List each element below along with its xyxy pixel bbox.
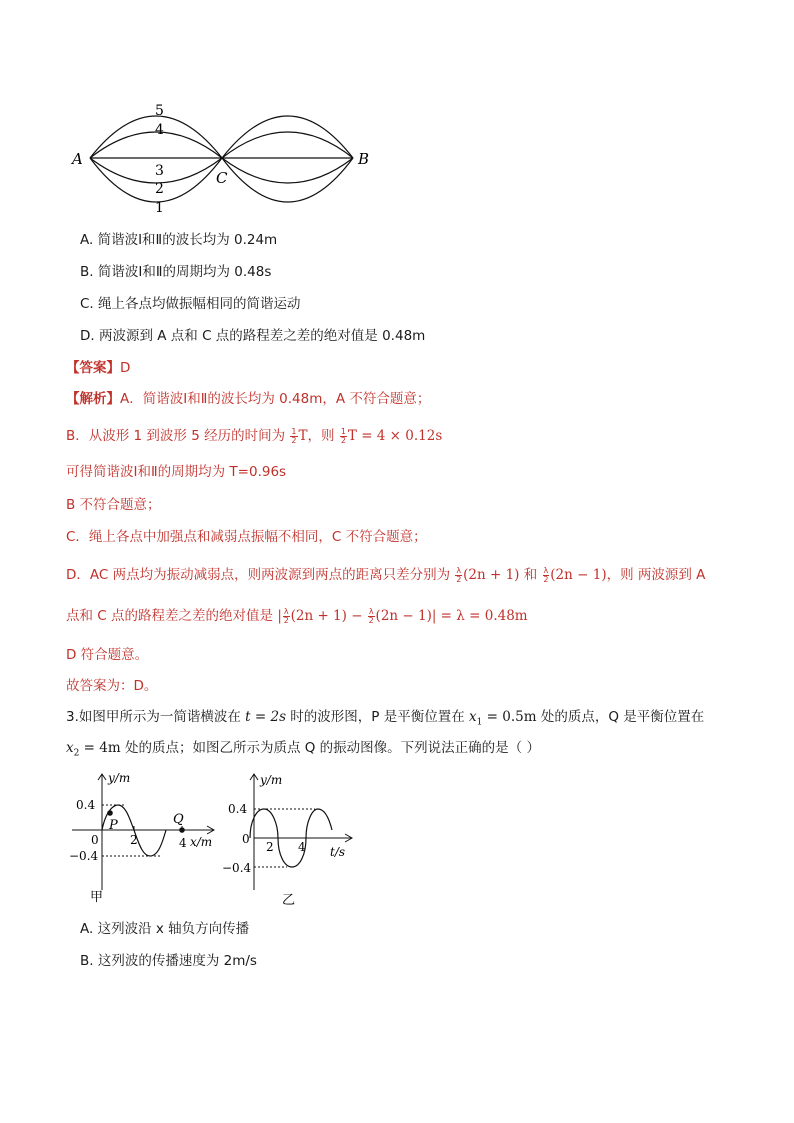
analysis-line-4: B 不符合题意；: [66, 497, 161, 513]
analysis-line-3: 可得简谐波Ⅰ和Ⅱ的周期均为 T=0.96s: [66, 464, 287, 480]
x-tick-4: 4: [179, 836, 187, 850]
vibration-graph-yi: [222, 768, 362, 910]
waveform-4: [90, 132, 353, 158]
fraction-lambda-half: $\frac{\lambda}{2}$: [368, 606, 374, 625]
analysis-line-6: D．AC 两点均为振动减弱点，则两波源到两点的距离只差分别为 $\frac{\lambda}{2}$ (2n + 1) 和 $\frac{\lambda}{2}$ (2n − 1)，则 两波源到 A: [66, 565, 706, 584]
point-c-label: C: [216, 169, 228, 187]
curve-2-label: 2: [155, 181, 164, 197]
analysis-line-1: 【解析】A．简谐波Ⅰ和Ⅱ的波长均为 0.48m，A 不符合题意；: [66, 391, 431, 407]
p-label: P: [109, 818, 118, 833]
curve-5-label: 5: [155, 103, 164, 119]
fraction-one-half: $\frac{1}{2}$: [291, 426, 297, 445]
q-label: Q: [173, 812, 184, 827]
fraction-lambda-half: $\frac{\lambda}{2}$: [283, 606, 289, 625]
point-q: [179, 827, 185, 833]
answer-label: 【答案】: [66, 360, 120, 376]
y-axis-label: y/m: [260, 773, 283, 787]
t-axis-label: t/s: [330, 845, 346, 859]
fraction-lambda-half: $\frac{\lambda}{2}$: [543, 565, 549, 584]
point-b-label: B: [358, 150, 370, 168]
curve-3-label: 3: [155, 163, 164, 179]
y-tick-max: 0.4: [228, 802, 248, 816]
x-tick-2: 2: [130, 833, 138, 847]
point-a-label: A: [72, 150, 83, 168]
analysis-line-7: 点和 C 点的路程差之差的绝对值是 | $\frac{\lambda}{2}$ (2n + 1) − $\frac{\lambda}{2}$ (2n − 1)| = λ = 0.48m: [66, 606, 528, 625]
analysis-line-9: 故答案为：D。: [66, 678, 158, 694]
option-a: A. 简谐波Ⅰ和Ⅱ的波长均为 0.24m: [80, 232, 278, 248]
option-b: B. 简谐波Ⅰ和Ⅱ的周期均为 0.48s: [80, 264, 272, 280]
x-axis-label: x/m: [190, 835, 213, 849]
fraction-lambda-half: $\frac{\lambda}{2}$: [456, 565, 462, 584]
y-tick-min: −0.4: [69, 849, 99, 863]
answer-line: [66, 359, 130, 377]
standing-wave-figure: [66, 96, 376, 224]
answer-value: D: [120, 360, 131, 376]
analysis-line-5: C．绳上各点中加强点和减弱点振幅不相同，C 不符合题意；: [66, 529, 427, 545]
origin-label: 0: [242, 832, 250, 846]
y-tick-min: −0.4: [222, 861, 252, 875]
figure-caption-jia: 甲: [90, 890, 104, 905]
waveform-5: [90, 116, 353, 158]
curve-4-label: 4: [155, 122, 164, 138]
question-3-option-b: B. 这列波的传播速度为 2m/s: [80, 953, 257, 969]
curve-1-label: 1: [155, 200, 164, 216]
fraction-one-half: $\frac{1}{2}$: [340, 426, 346, 445]
option-c: C. 绳上各点均做振幅相同的简谐运动: [80, 296, 301, 312]
y-tick-max: 0.4: [76, 798, 96, 812]
origin-label: 0: [91, 833, 99, 847]
question-3-option-a: A. 这列波沿 x 轴负方向传播: [80, 921, 250, 937]
analysis-line-2: B．从波形 1 到波形 5 经历的时间为 $\frac{1}{2}$ T，则 $\frac{1}{2}$ T = 4 × 0.12s: [66, 426, 443, 445]
y-axis-label: y/m: [108, 771, 131, 785]
t-tick-2: 2: [266, 840, 274, 854]
analysis-line-8: D 符合题意。: [66, 647, 149, 663]
wave-graph-jia: [66, 768, 236, 910]
analysis-label: 【解析】: [66, 391, 120, 407]
question-3-line-1: 3.如图甲所示为一简谐横波在 t = 2s 时的波形图，P 是平衡位置在 $x_1 = 0.5m$ 处的质点，Q 是平衡位置在: [66, 709, 705, 728]
option-d: D. 两波源到 A 点和 C 点的路程差之差的绝对值是 0.48m: [80, 328, 426, 344]
question-3-line-2: $x_2 = 4m$ 处的质点；如图乙所示为质点 Q 的振动图像。下列说法正确的是（ ）: [66, 740, 540, 759]
point-p: [107, 810, 113, 816]
figure-caption-yi: 乙: [282, 893, 296, 908]
t-tick-4: 4: [298, 840, 306, 854]
